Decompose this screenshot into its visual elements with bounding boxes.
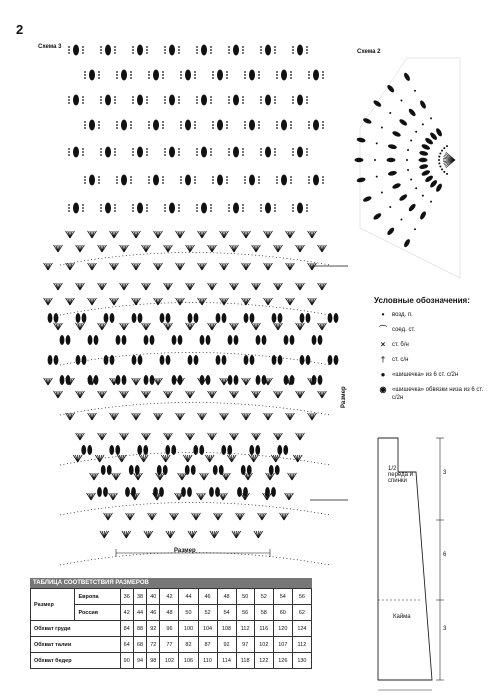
table-cell: 106 xyxy=(179,653,198,669)
table-cell: 92 xyxy=(147,621,160,637)
legend-row: • возд. п. xyxy=(374,311,484,319)
table-cell: 48 xyxy=(217,589,236,605)
legend-row: † ст. с/н xyxy=(374,356,484,364)
table-cell: 42 xyxy=(160,589,179,605)
table-cell: 50 xyxy=(236,589,254,605)
table-cell: 44 xyxy=(133,605,146,621)
table-cell: 36 xyxy=(120,589,133,605)
table-cell: 90 xyxy=(120,653,133,669)
table-cell: 102 xyxy=(254,637,273,653)
table-cell: 130 xyxy=(292,653,311,669)
outlined-bobble-icon: ◉ xyxy=(379,385,387,394)
table-cell: 110 xyxy=(198,653,217,669)
table-cell: 108 xyxy=(217,621,236,637)
table-cell: 116 xyxy=(254,621,273,637)
table-cell: 104 xyxy=(198,621,217,637)
legend-title: Условные обозначения: xyxy=(374,296,470,305)
single-crochet-icon: × xyxy=(380,340,386,349)
table-cell: Европа xyxy=(75,589,120,605)
table-cell: 92 xyxy=(217,637,236,653)
legend-row: ⌒ соед. ст. xyxy=(374,326,484,334)
razmer-vertical-label: Размер xyxy=(341,386,347,408)
table-cell: 54 xyxy=(273,589,292,605)
size-table xyxy=(30,578,312,669)
table-cell: 52 xyxy=(198,605,217,621)
table-cell: 44 xyxy=(179,589,198,605)
size-table-title: ТАБЛИЦА СООТВЕТСТВИЯ РАЗМЕРОВ xyxy=(30,578,312,588)
table-cell: 118 xyxy=(236,653,254,669)
table-cell: 114 xyxy=(217,653,236,669)
razmer-horizontal-label: Размер xyxy=(174,548,196,554)
table-cell: 40 xyxy=(147,589,160,605)
scheme-3-label: Схема 3 xyxy=(38,44,62,50)
table-row xyxy=(31,653,312,669)
table-cell: Обхват бедер xyxy=(31,653,121,669)
legend-row: ● «шишечка» из 6 ст. с/2н xyxy=(374,371,484,379)
table-cell: 50 xyxy=(179,605,198,621)
table-cell: 112 xyxy=(292,637,311,653)
scheme-2-label: Схема 2 xyxy=(357,49,381,55)
bobble-icon: ● xyxy=(380,370,386,379)
slip-stitch-icon: ⌒ xyxy=(379,325,387,334)
legend xyxy=(374,296,484,409)
dim-label-2: 6 xyxy=(443,552,447,558)
page-number: 2 xyxy=(16,22,24,37)
size-table-grid xyxy=(30,588,312,669)
table-cell: 77 xyxy=(160,637,179,653)
table-cell: Обхват груди xyxy=(31,621,121,637)
table-cell: 62 xyxy=(292,605,311,621)
pattern-half-label: 1/2 переда и спинки xyxy=(388,466,413,484)
table-cell: 126 xyxy=(273,653,292,669)
table-cell: 60 xyxy=(273,605,292,621)
legend-row: × ст. б/н xyxy=(374,341,484,349)
table-cell: 100 xyxy=(179,621,198,637)
table-cell: 102 xyxy=(160,653,179,669)
table-row xyxy=(31,637,312,653)
table-cell: 124 xyxy=(292,621,311,637)
table-cell: 97 xyxy=(236,637,254,653)
table-cell: Размер xyxy=(31,589,75,621)
table-cell: 87 xyxy=(198,637,217,653)
table-cell: 54 xyxy=(217,605,236,621)
table-cell: 48 xyxy=(160,605,179,621)
chain-stitch-icon: • xyxy=(381,310,385,319)
table-cell: 98 xyxy=(147,653,160,669)
dim-label-3: 3 xyxy=(443,626,447,632)
table-cell: 120 xyxy=(273,621,292,637)
table-cell: 107 xyxy=(273,637,292,653)
table-cell: 82 xyxy=(179,637,198,653)
table-cell: 42 xyxy=(120,605,133,621)
table-cell: 72 xyxy=(147,637,160,653)
table-cell: Обхват талии xyxy=(31,637,121,653)
table-cell: 96 xyxy=(160,621,179,637)
table-cell: 94 xyxy=(133,653,146,669)
table-cell: 58 xyxy=(254,605,273,621)
table-cell: 38 xyxy=(133,589,146,605)
double-crochet-icon: † xyxy=(380,355,386,364)
table-cell: Россия xyxy=(75,605,120,621)
table-row xyxy=(31,589,312,605)
table-cell: 56 xyxy=(236,605,254,621)
table-cell: 88 xyxy=(133,621,146,637)
table-cell: 52 xyxy=(254,589,273,605)
legend-row: ◉ «шишечка» обвязки низа из 6 ст. с/2н xyxy=(374,386,484,402)
pattern-edge-label: Кайма xyxy=(393,614,411,620)
table-row xyxy=(31,621,312,637)
table-cell: 68 xyxy=(133,637,146,653)
table-cell: 84 xyxy=(120,621,133,637)
table-cell: 122 xyxy=(254,653,273,669)
table-cell: 112 xyxy=(236,621,254,637)
table-cell: 56 xyxy=(292,589,311,605)
table-cell: 46 xyxy=(198,589,217,605)
dim-label-1: 3 xyxy=(443,470,447,476)
table-cell: 64 xyxy=(120,637,133,653)
table-cell: 46 xyxy=(147,605,160,621)
